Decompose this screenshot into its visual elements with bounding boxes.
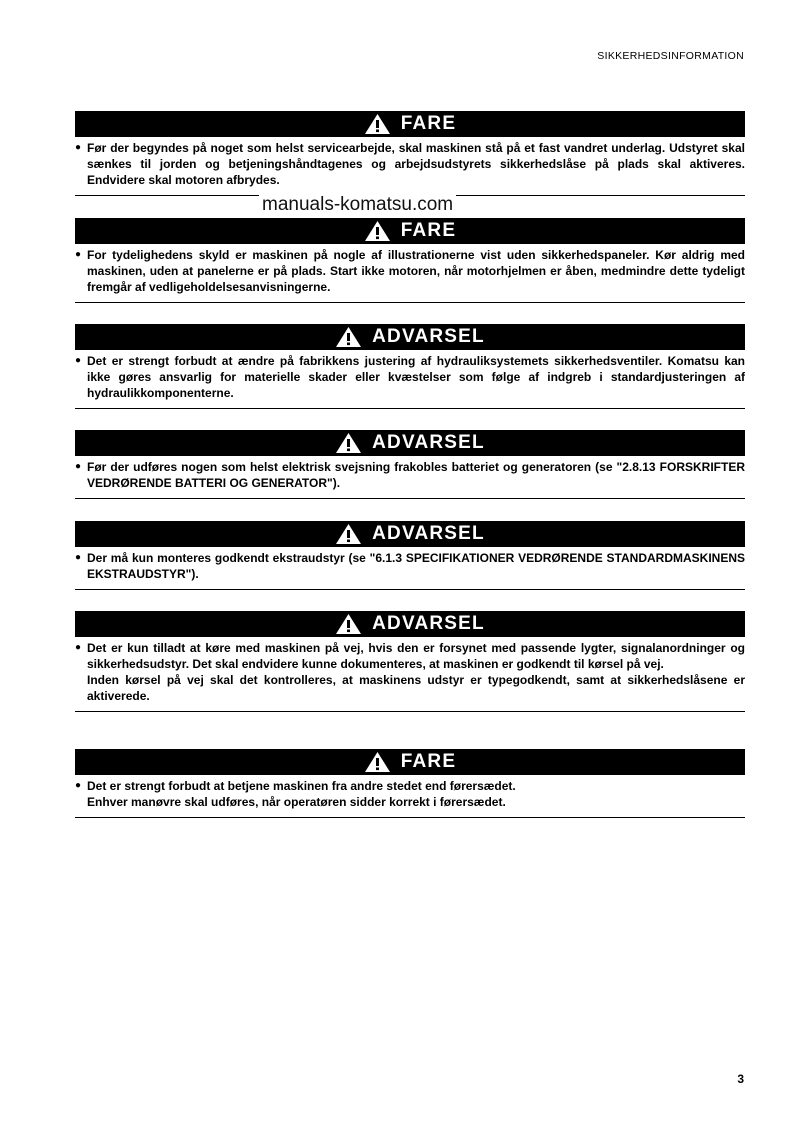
notice-text: Der må kun monteres godkendt ekstraudstyr (se "6.1.3 SPECIFIKATIONER VEDRØRENDE STANDARDMASKINENS EKSTRAUDSTYR").: [87, 551, 745, 581]
notice-body: [75, 137, 745, 196]
notice-label: FARE: [400, 113, 457, 134]
bullet-icon: ●: [75, 780, 82, 791]
list-item: [75, 140, 745, 188]
warning-triangle-icon: [335, 432, 362, 454]
notice-label: ADVARSEL: [372, 326, 485, 347]
bullet-icon: ●: [75, 552, 82, 563]
warning-triangle-icon: [335, 613, 362, 635]
notice-label: ADVARSEL: [372, 432, 485, 453]
notice-fare-2: [75, 218, 745, 303]
warning-triangle-icon: [364, 220, 391, 242]
notice-label: FARE: [400, 751, 457, 772]
bullet-icon: ●: [75, 355, 82, 366]
list-item: [75, 778, 745, 810]
list-item: [75, 459, 745, 491]
bullet-icon: ●: [75, 249, 82, 260]
notice-text: For tydelighedens skyld er maskinen på nogle af illustrationerne vist uden sikkerhedspaneler. Kør aldrig med maskinen, uden at panelerne er på plads. Start ikke motoren, når motorhjelmen er åben, medmindre dette tydeligt fremgår af vedligeholdelsesanvisningerne.: [87, 248, 745, 294]
notice-text: Inden kørsel på vej skal det kontrolleres, at maskinens udstyr er typegodkendt, samt at sikkerhedslåsene er aktiverede.: [87, 673, 745, 703]
notice-label: ADVARSEL: [372, 523, 485, 544]
bullet-icon: ●: [75, 461, 82, 472]
notice-label: ADVARSEL: [372, 613, 485, 634]
notice-fare-1: [75, 111, 745, 196]
notice-body: [75, 547, 745, 590]
notice-fare-3: [75, 749, 745, 818]
notice-advarsel-1: [75, 324, 745, 409]
list-item: [75, 353, 745, 401]
notice-text: Før der udføres nogen som helst elektrisk svejsning frakobles batteriet og generatoren (se "2.8.13 FORSKRIFTER VEDRØRENDE BATTERI OG GENERATOR").: [87, 460, 745, 490]
warning-triangle-icon: [335, 326, 362, 348]
notice-body: [75, 775, 745, 818]
notice-header: [75, 521, 745, 547]
watermark-text: manuals-komatsu.com: [259, 194, 456, 216]
notice-advarsel-3: [75, 521, 745, 590]
notice-body: [75, 637, 745, 712]
list-item: [75, 640, 745, 704]
notice-body: [75, 350, 745, 409]
notice-text: Enhver manøvre skal udføres, når operatøren sidder korrekt i førersædet.: [87, 795, 506, 809]
notice-text: Det er kun tilladt at køre med maskinen på vej, hvis den er forsynet med passende lygter, signalanordninger og sikkerhedsudstyr. Det skal endvidere kunne dokumenteres, at maskinen er godkendt til kørsel på vej.: [87, 641, 745, 671]
list-item: [75, 550, 745, 582]
notice-header: [75, 430, 745, 456]
notice-text: Det er strengt forbudt at betjene maskinen fra andre stedet end førersædet.: [87, 779, 516, 793]
notice-label: FARE: [400, 220, 457, 241]
notice-header: [75, 218, 745, 244]
notice-text: Det er strengt forbudt at ændre på fabrikkens justering af hydrauliksystemets sikkerhedsventiler. Komatsu kan ikke gøres ansvarlig for materielle skader eller kvæstelser som følge af indgreb i standardjusteringen af hydraulikkomponenterne.: [87, 354, 745, 400]
notice-header: [75, 611, 745, 637]
notice-body: [75, 456, 745, 499]
warning-triangle-icon: [364, 751, 391, 773]
notice-header: [75, 749, 745, 775]
bullet-icon: ●: [75, 142, 82, 153]
page-number: 3: [737, 1072, 744, 1086]
notice-text: Før der begyndes på noget som helst servicearbejde, skal maskinen stå på et fast vandret underlag. Udstyret skal sænkes til jorden og betjeningshåndtagenes og arbejdsudstyrets sikkerhedslåse på plads skal aktiveres. Endvidere skal motoren afbrydes.: [87, 141, 745, 187]
warning-triangle-icon: [364, 113, 391, 135]
notice-advarsel-4: [75, 611, 745, 712]
notice-body: [75, 244, 745, 303]
notice-advarsel-2: [75, 430, 745, 499]
section-title: SIKKERHEDSINFORMATION: [597, 50, 744, 62]
bullet-icon: ●: [75, 642, 82, 653]
notice-header: [75, 111, 745, 137]
warning-triangle-icon: [335, 523, 362, 545]
notice-header: [75, 324, 745, 350]
list-item: [75, 247, 745, 295]
